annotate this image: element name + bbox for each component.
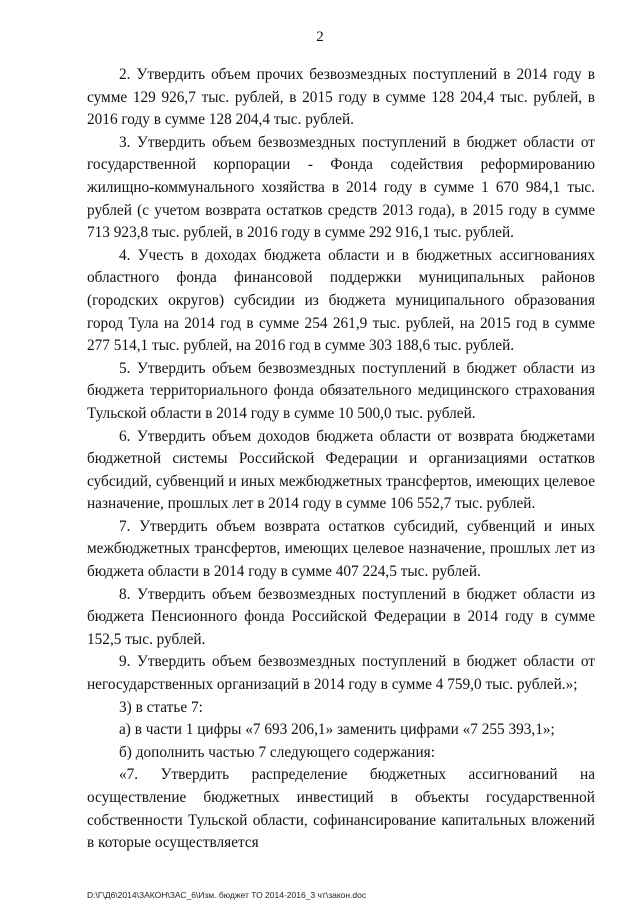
document-body bbox=[87, 64, 595, 855]
file-path-footer: D:\Г\Д6\2014\ЗАКОН\ЗАС_6\Изм. бюджет ТО 2014-2016_3 чт\закон.doc bbox=[87, 890, 367, 900]
paragraph-8: 8. Утвердить объем безвозмездных поступлений в бюджет области из бюджета Пенсионного фонда Российской Федерации в 2014 году в сумме 152,5 тыс. рублей. bbox=[87, 585, 595, 648]
paragraph-4: 4. Учесть в доходах бюджета области и в бюджетных ассигнованиях областного фонда финансовой поддержки муниципальных районов (городских округов) субсидии из бюджета муниципального образования город Тула на 2014 год в сумме 254 261,9 тыс. рублей, на 2015 год в сумме 277 514,1 тыс. рублей, на 2016 год в сумме 303 188,6 тыс. рублей. bbox=[87, 246, 595, 355]
paragraph-6: 6. Утвердить объем доходов бюджета области от возврата бюджетами бюджетной системы Российской Федерации и организациями остатков субсидий, субвенций и иных межбюджетных трансфертов, имеющих целевое назначение, прошлых лет в 2014 году в сумме 106 552,7 тыс. рублей. bbox=[87, 427, 595, 513]
item-b: б) дополнить частью 7 следующего содержания: bbox=[119, 743, 435, 761]
paragraph-7: 7. Утвердить объем возврата остатков субсидий, субвенций и иных межбюджетных трансфертов, имеющих целевое назначение, прошлых лет из бюджета области в 2014 году в сумме 407 224,5 тыс. рублей. bbox=[87, 517, 595, 581]
paragraph-9: 9. Утвердить объем безвозмездных поступлений в бюджет области от негосударственных организаций в 2014 году в сумме 4 759,0 тыс. рублей.»; bbox=[87, 653, 595, 694]
paragraph-5: 5. Утвердить объем безвозмездных поступлений в бюджет области из бюджета территориального фонда обязательного медицинского страхования Тульской области в 2014 году в сумме 10 500,0 тыс. рублей. bbox=[87, 359, 595, 422]
item-article-7: 3) в статье 7: bbox=[119, 698, 203, 716]
item-a: а) в части 1 цифры «7 693 206,1» заменить цифрами «7 255 393,1»; bbox=[119, 721, 555, 739]
paragraph-2: 2. Утвердить объем прочих безвозмездных поступлений в 2014 году в сумме 129 926,7 тыс. рублей, в 2015 году в сумме 128 204,4 тыс. рублей, в 2016 году в сумме 128 204,4 тыс. рублей. bbox=[87, 66, 595, 129]
page-number: 2 bbox=[316, 29, 324, 45]
paragraph-new-7: «7. Утвердить распределение бюджетных ассигнований на осуществление бюджетных инвестиций в объекты государственной собственности Тульской области, софинансирование капитальных вложений в которые осуществляется bbox=[87, 766, 595, 852]
paragraph-3: 3. Утвердить объем безвозмездных поступлений в бюджет области от государственной корпорации - Фонда содействия реформированию жилищно-коммунального хозяйства в 2014 году в сумме 1 670 984,1 тыс. рублей (с учетом возврата остатков средств 2013 года), в 2015 году в сумме 713 923,8 тыс. рублей, в 2016 году в сумме 292 916,1 тыс. рублей. bbox=[87, 133, 595, 242]
